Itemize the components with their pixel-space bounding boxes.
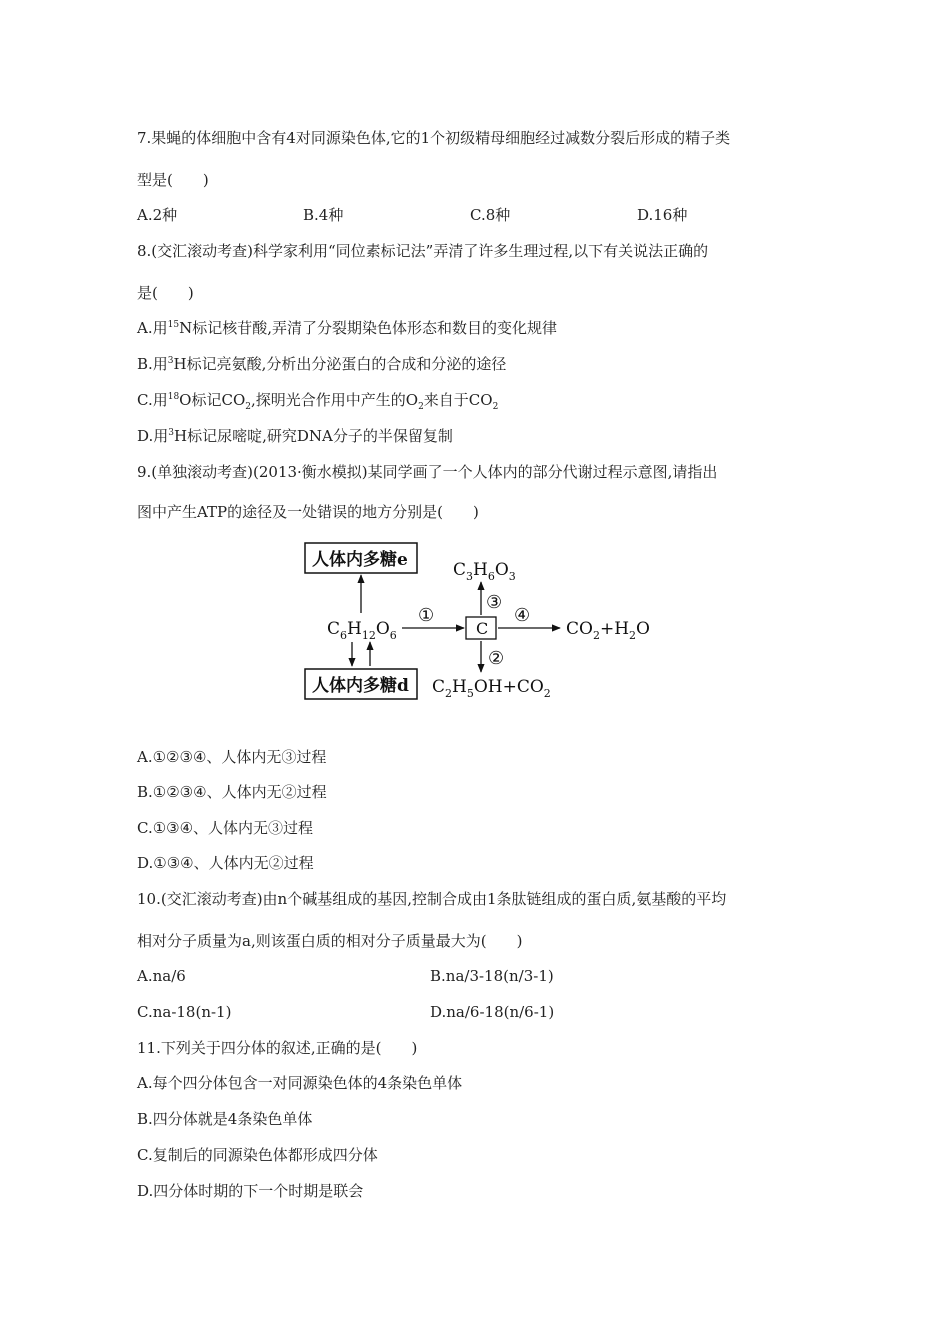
q11-option-b: B.四分体就是4条染色单体 [137, 1110, 313, 1128]
q11-option-d: D.四分体时期的下一个时期是联会 [137, 1182, 364, 1200]
polysaccharide-d-label: 人体内多糖d [312, 676, 409, 696]
q9-stem-line2: 图中产生ATP的途径及一处错误的地方分别是( ) [137, 503, 479, 521]
metabolism-diagram [300, 535, 660, 710]
step4-label: ④ [514, 605, 531, 626]
q8-stem-line1: 8.(交汇滚动考查)科学家利用“同位素标记法”弄清了许多生理过程,以下有关说法正确的 [137, 242, 709, 260]
q10-option-b: B.na/3-18(n/3-1) [430, 967, 554, 985]
q8-option-d: D.用$^3$H标记尿嘧啶,研究DNA分子的半保留复制 [137, 427, 453, 445]
q10-option-c: C.na-18(n-1) [137, 1003, 232, 1021]
q9-stem-line1: 9.(单独滚动考查)(2013·衡水模拟)某同学画了一个人体内的部分代谢过程示意图,请指出 [137, 463, 718, 481]
q11-option-a: A.每个四分体包含一对同源染色体的4条染色单体 [137, 1074, 463, 1092]
q7-option-c: C.8种 [470, 206, 511, 224]
q7-option-d: D.16种 [637, 206, 688, 224]
step2-label: ② [488, 648, 505, 669]
co2-water-formula: $CO_2+H_2O$ [566, 619, 650, 642]
glucose-formula: $C_6H_{12}O_6$ [327, 619, 397, 642]
q11-option-c: C.复制后的同源染色体都形成四分体 [137, 1146, 378, 1164]
q9-option-a: A.①②③④、人体内无③过程 [137, 748, 327, 766]
q8-option-c: C.用$^{18}$O标记$CO_2$,探明光合作用中产生的$O_2$来自于$CO_2$ [137, 391, 499, 412]
q10-stem-line2: 相对分子质量为a,则该蛋白质的相对分子质量最大为( ) [137, 932, 523, 950]
q7-option-b: B.4种 [303, 206, 344, 224]
q9-option-b: B.①②③④、人体内无②过程 [137, 783, 327, 801]
q7-stem-line2: 型是( ) [137, 171, 209, 189]
q7-option-a: A.2种 [137, 206, 178, 224]
step1-label: ① [418, 605, 435, 626]
step3-label: ③ [486, 592, 503, 613]
q8-stem-line2: 是( ) [137, 284, 194, 302]
q11-stem: 11.下列关于四分体的叙述,正确的是( ) [137, 1039, 418, 1057]
ethanol-formula: $C_2H_5OH+CO_2$ [432, 677, 551, 700]
q10-option-a: A.na/6 [137, 967, 186, 985]
q8-option-b: B.用$^3$H标记亮氨酸,分析出分泌蛋白的合成和分泌的途径 [137, 355, 507, 373]
q8-option-a: A.用$^{15}$N标记核苷酸,弄清了分裂期染色体形态和数目的变化规律 [137, 319, 557, 337]
q7-stem-line1: 7.果蝇的体细胞中含有4对同源染色体,它的1个初级精母细胞经过减数分裂后形成的精子类 [137, 129, 731, 147]
polysaccharide-e-label: 人体内多糖e [312, 550, 408, 570]
q10-stem-line1: 10.(交汇滚动考查)由n个碱基组成的基因,控制合成由1条肽链组成的蛋白质,氨基酸的平均 [137, 890, 727, 908]
lactate-formula: $C_3H_6O_3$ [453, 560, 516, 583]
center-c-label: C [476, 619, 489, 638]
q10-option-d: D.na/6-18(n/6-1) [430, 1003, 555, 1021]
q9-option-d: D.①③④、人体内无②过程 [137, 854, 314, 872]
q9-option-c: C.①③④、人体内无③过程 [137, 819, 314, 837]
